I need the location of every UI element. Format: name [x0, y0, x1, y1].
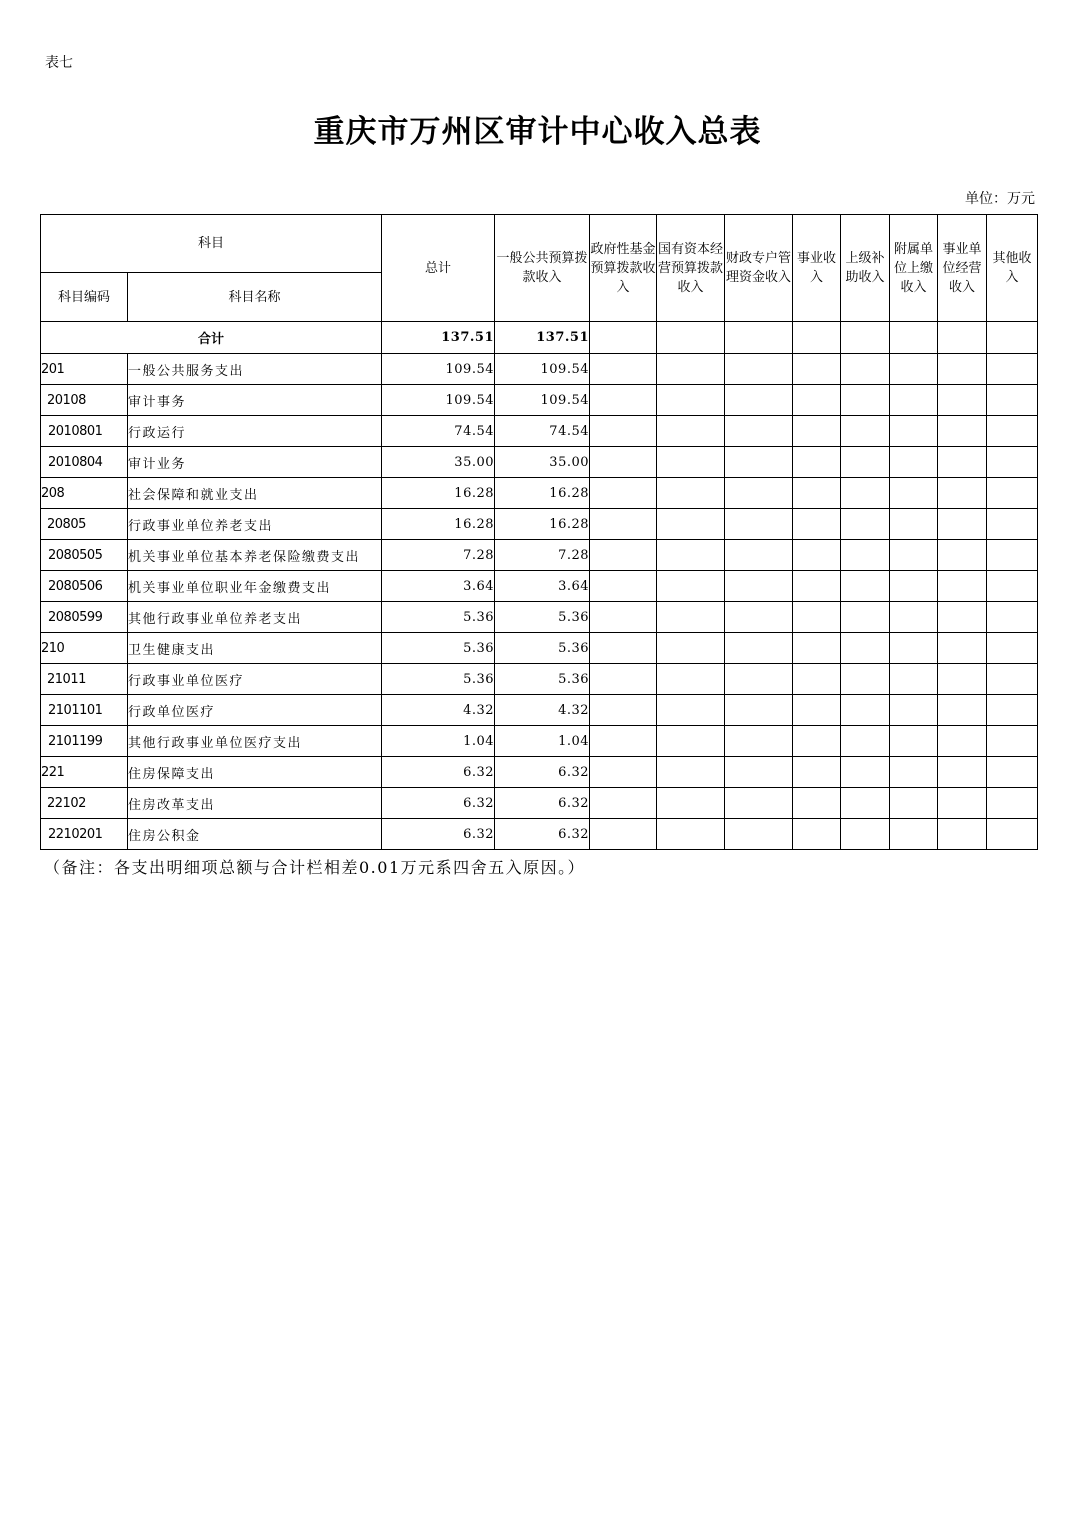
empty-cell: [841, 788, 890, 819]
empty-cell: [841, 664, 890, 695]
header-business: 事业收入: [793, 215, 841, 322]
empty-cell: [793, 695, 841, 726]
header-special-fund: 财政专户管理资金收入: [725, 215, 793, 322]
total-value: 5.36: [382, 602, 495, 633]
empty-cell: [793, 509, 841, 540]
empty-cell: [590, 757, 657, 788]
empty-cell: [987, 509, 1038, 540]
empty-cell: [841, 819, 890, 850]
empty-cell: [657, 757, 725, 788]
empty-cell: [725, 540, 793, 571]
total-value: 16.28: [382, 509, 495, 540]
subject-name: 其他行政事业单位医疗支出: [128, 726, 382, 757]
empty-cell: [890, 447, 938, 478]
empty-cell: [890, 602, 938, 633]
empty-cell: [725, 664, 793, 695]
empty-cell: [793, 726, 841, 757]
subject-code: 2010801: [41, 416, 128, 447]
subject-name: 其他行政事业单位养老支出: [128, 602, 382, 633]
empty-cell: [938, 633, 987, 664]
empty-cell: [725, 447, 793, 478]
empty-cell: [657, 447, 725, 478]
general-value: 7.28: [495, 540, 590, 571]
empty-cell: [590, 540, 657, 571]
empty-cell: [590, 788, 657, 819]
empty-cell: [590, 726, 657, 757]
subject-code: 208: [41, 478, 128, 509]
empty-cell: [841, 385, 890, 416]
empty-cell: [725, 416, 793, 447]
header-subject: 科目: [41, 215, 382, 273]
empty-cell: [841, 602, 890, 633]
empty-cell: [657, 478, 725, 509]
empty-cell: [987, 447, 1038, 478]
header-affiliated: 附属单位上缴收入: [890, 215, 938, 322]
subject-name: 社会保障和就业支出: [128, 478, 382, 509]
empty-cell: [725, 571, 793, 602]
empty-cell: [725, 509, 793, 540]
subject-name: 审计事务: [128, 385, 382, 416]
total-value: 6.32: [382, 788, 495, 819]
document-title: 重庆市万州区审计中心收入总表: [313, 114, 762, 150]
table-row: [41, 385, 1038, 416]
general-value: 6.32: [495, 819, 590, 850]
income-summary-table: [40, 214, 1038, 850]
total-value: 5.36: [382, 664, 495, 695]
header-gov-fund: 政府性基金预算拨款收入: [590, 215, 657, 322]
general-value: 35.00: [495, 447, 590, 478]
empty-cell: [938, 726, 987, 757]
subject-code: 22102: [41, 788, 128, 819]
general-value: 109.54: [495, 385, 590, 416]
subject-code: 2080506: [41, 571, 128, 602]
subject-code: 20108: [41, 385, 128, 416]
general-value: 6.32: [495, 788, 590, 819]
empty-cell: [938, 602, 987, 633]
empty-cell: [841, 478, 890, 509]
empty-cell: [657, 354, 725, 385]
empty-cell: [793, 664, 841, 695]
empty-cell: [841, 695, 890, 726]
empty-cell: [590, 664, 657, 695]
general-value: 3.64: [495, 571, 590, 602]
empty-cell: [890, 478, 938, 509]
table-row: [41, 695, 1038, 726]
general-value: 5.36: [495, 602, 590, 633]
empty-cell: [987, 385, 1038, 416]
total-value: 6.32: [382, 819, 495, 850]
empty-cell: [590, 695, 657, 726]
empty-cell: [987, 354, 1038, 385]
empty-cell: [590, 571, 657, 602]
subject-name: 审计业务: [128, 447, 382, 478]
total-value: 5.36: [382, 633, 495, 664]
empty-cell: [793, 819, 841, 850]
subject-name: 机关事业单位职业年金缴费支出: [128, 571, 382, 602]
empty-cell: [590, 385, 657, 416]
table-row: [41, 602, 1038, 633]
empty-cell: [890, 571, 938, 602]
empty-cell: [987, 664, 1038, 695]
table-row: [41, 726, 1038, 757]
empty-cell: [938, 571, 987, 602]
subject-code: 2101101: [41, 695, 128, 726]
general-value: 5.36: [495, 633, 590, 664]
total-value: 1.04: [382, 726, 495, 757]
header-total: 总计: [382, 215, 495, 322]
empty-cell: [590, 819, 657, 850]
footnote: （备注：各支出明细项总额与合计栏相差0.01万元系四舍五入原因。）: [44, 858, 586, 877]
empty-cell: [890, 509, 938, 540]
empty-cell: [987, 788, 1038, 819]
subject-name: 行政运行: [128, 416, 382, 447]
table-row: [41, 571, 1038, 602]
empty-cell: [725, 695, 793, 726]
empty-cell: [938, 385, 987, 416]
subject-name: 一般公共服务支出: [128, 354, 382, 385]
total-value: 109.54: [382, 354, 495, 385]
empty-cell: [793, 788, 841, 819]
empty-cell: [793, 540, 841, 571]
empty-cell: [938, 819, 987, 850]
empty-cell: [987, 633, 1038, 664]
empty-cell: [725, 757, 793, 788]
empty-cell: [938, 757, 987, 788]
subject-code: 21011: [41, 664, 128, 695]
empty-cell: [841, 509, 890, 540]
table-row: [41, 478, 1038, 509]
empty-cell: [793, 447, 841, 478]
empty-cell: [890, 416, 938, 447]
subject-name: 机关事业单位基本养老保险缴费支出: [128, 540, 382, 571]
header-operating: 事业单位经营收入: [938, 215, 987, 322]
subject-code: 2010804: [41, 447, 128, 478]
empty-cell: [657, 540, 725, 571]
subject-code: 20805: [41, 509, 128, 540]
empty-cell: [657, 788, 725, 819]
subject-code: 2210201: [41, 819, 128, 850]
table-row: [41, 447, 1038, 478]
empty-cell: [793, 757, 841, 788]
unit-label: 单位：万元: [965, 191, 1035, 207]
empty-cell: [938, 695, 987, 726]
empty-cell: [841, 633, 890, 664]
total-value: 3.64: [382, 571, 495, 602]
header-general-budget: 一般公共预算拨款收入: [495, 215, 590, 322]
subject-name: 行政事业单位养老支出: [128, 509, 382, 540]
empty-cell: [793, 633, 841, 664]
subject-code: 2080599: [41, 602, 128, 633]
empty-cell: [725, 602, 793, 633]
empty-cell: [657, 695, 725, 726]
empty-cell: [841, 447, 890, 478]
empty-cell: [793, 571, 841, 602]
empty-cell: [725, 633, 793, 664]
general-value: 16.28: [495, 478, 590, 509]
empty-cell: [657, 633, 725, 664]
empty-cell: [590, 447, 657, 478]
total-value: 4.32: [382, 695, 495, 726]
empty-cell: [590, 509, 657, 540]
empty-cell: [890, 757, 938, 788]
empty-cell: [938, 509, 987, 540]
empty-cell: [793, 602, 841, 633]
general-value: 137.51: [495, 322, 590, 354]
empty-cell: [657, 602, 725, 633]
table-row: [41, 633, 1038, 664]
empty-cell: [657, 726, 725, 757]
subject-name: 住房保障支出: [128, 757, 382, 788]
empty-cell: [841, 726, 890, 757]
total-value: 74.54: [382, 416, 495, 447]
general-value: 4.32: [495, 695, 590, 726]
empty-cell: [890, 540, 938, 571]
empty-cell: [657, 385, 725, 416]
empty-cell: [590, 416, 657, 447]
empty-cell: [987, 819, 1038, 850]
subject-code: 2080505: [41, 540, 128, 571]
empty-cell: [938, 478, 987, 509]
subject-name: 住房公积金: [128, 819, 382, 850]
subject-code: 201: [41, 354, 128, 385]
general-value: 74.54: [495, 416, 590, 447]
header-other: 其他收入: [987, 215, 1038, 322]
empty-cell: [725, 726, 793, 757]
general-value: 16.28: [495, 509, 590, 540]
total-value: 6.32: [382, 757, 495, 788]
total-value: 7.28: [382, 540, 495, 571]
empty-cell: [987, 540, 1038, 571]
empty-cell: [938, 354, 987, 385]
empty-cell: [841, 757, 890, 788]
general-value: 6.32: [495, 757, 590, 788]
empty-cell: [890, 819, 938, 850]
empty-cell: [841, 571, 890, 602]
empty-cell: [657, 819, 725, 850]
subject-code: 221: [41, 757, 128, 788]
subject-code: 210: [41, 633, 128, 664]
table-row: [41, 416, 1038, 447]
header-name: 科目名称: [128, 273, 382, 322]
empty-cell: [987, 571, 1038, 602]
empty-cell: [890, 695, 938, 726]
empty-cell: [938, 664, 987, 695]
table-row: [41, 664, 1038, 695]
subject-name: 行政单位医疗: [128, 695, 382, 726]
table-row: [41, 540, 1038, 571]
header-code: 科目编码: [41, 273, 128, 322]
empty-cell: [841, 416, 890, 447]
table-row: [41, 788, 1038, 819]
table-number: 表七: [45, 55, 73, 71]
empty-cell: [890, 385, 938, 416]
empty-cell: [987, 726, 1038, 757]
empty-cell: [938, 788, 987, 819]
general-value: 1.04: [495, 726, 590, 757]
empty-cell: [987, 602, 1038, 633]
empty-cell: [890, 633, 938, 664]
empty-cell: [793, 416, 841, 447]
general-value: 5.36: [495, 664, 590, 695]
empty-cell: [841, 540, 890, 571]
empty-cell: [657, 416, 725, 447]
header-state-capital: 国有资本经营预算拨款收入: [657, 215, 725, 322]
table-row: [41, 509, 1038, 540]
empty-cell: [841, 354, 890, 385]
empty-cell: [938, 416, 987, 447]
table-row: [41, 819, 1038, 850]
empty-cell: [725, 385, 793, 416]
subject-name: 住房改革支出: [128, 788, 382, 819]
empty-cell: [890, 354, 938, 385]
total-value: 16.28: [382, 478, 495, 509]
empty-cell: [725, 819, 793, 850]
empty-cell: [657, 509, 725, 540]
total-label: 合计: [41, 322, 382, 354]
total-value: 35.00: [382, 447, 495, 478]
table-row: [41, 757, 1038, 788]
empty-cell: [890, 788, 938, 819]
empty-cell: [725, 788, 793, 819]
empty-cell: [590, 602, 657, 633]
empty-cell: [725, 354, 793, 385]
empty-cell: [657, 571, 725, 602]
empty-cell: [890, 726, 938, 757]
empty-cell: [987, 695, 1038, 726]
empty-cell: [938, 540, 987, 571]
empty-cell: [793, 385, 841, 416]
empty-cell: [793, 354, 841, 385]
subject-name: 卫生健康支出: [128, 633, 382, 664]
subject-name: 行政事业单位医疗: [128, 664, 382, 695]
empty-cell: [987, 757, 1038, 788]
empty-cell: [590, 478, 657, 509]
header-superior-subsidy: 上级补助收入: [841, 215, 890, 322]
empty-cell: [938, 447, 987, 478]
empty-cell: [590, 633, 657, 664]
empty-cell: [793, 478, 841, 509]
empty-cell: [590, 354, 657, 385]
empty-cell: [890, 664, 938, 695]
total-row: [41, 322, 1038, 354]
subject-code: 2101199: [41, 726, 128, 757]
empty-cell: [987, 416, 1038, 447]
empty-cell: [725, 478, 793, 509]
total-value: 109.54: [382, 385, 495, 416]
general-value: 109.54: [495, 354, 590, 385]
table-row: [41, 354, 1038, 385]
total-value: 137.51: [382, 322, 495, 354]
empty-cell: [657, 664, 725, 695]
empty-cell: [987, 478, 1038, 509]
